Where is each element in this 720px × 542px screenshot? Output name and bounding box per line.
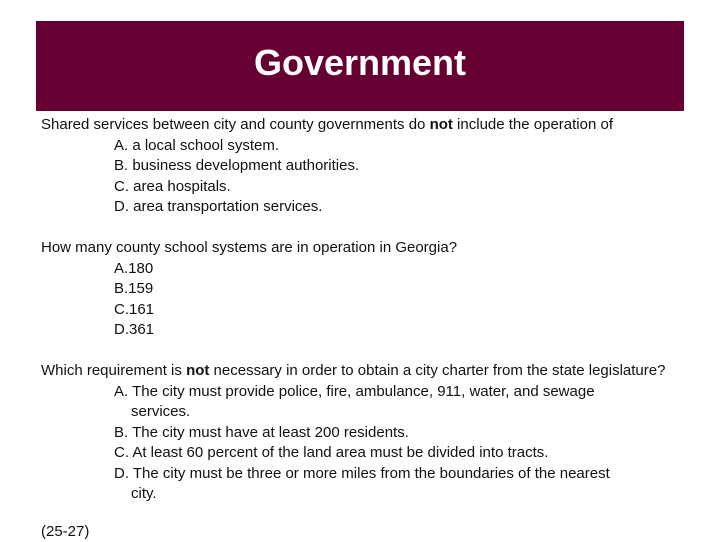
- slide-title: Government: [253, 42, 467, 83]
- question-3-option-c: C. At least 60 percent of the land area must be divided into tracts.: [114, 444, 549, 461]
- question-3-stem-text-b: necessary in order to obtain a city charter from the state legislature?: [209, 362, 666, 379]
- spacer: [41, 341, 681, 362]
- question-3-option-b: B. The city must have at least 200 residents.: [114, 423, 409, 441]
- question-1: [41, 115, 681, 218]
- question-3-stem-emphasis: not: [186, 362, 210, 379]
- question-2-option-c: C.161: [114, 300, 155, 318]
- question-3: [41, 361, 681, 505]
- question-1-stem: [41, 115, 681, 136]
- question-1-stem-text-b: include the operation of: [452, 116, 614, 133]
- question-2-stem: How many county school systems are in operation in Georgia?: [41, 239, 458, 256]
- question-3-option-d-cont: city.: [131, 485, 157, 502]
- question-2: [41, 238, 681, 341]
- spacer: [41, 218, 681, 239]
- question-3-option-a: A. The city must provide police, fire, ambulance, 911, water, and sewage: [114, 382, 595, 400]
- question-2-option-b: B.159: [114, 280, 154, 297]
- title-banner: [36, 21, 684, 111]
- question-1-option-c: C. area hospitals.: [114, 177, 231, 195]
- question-2-option-a: A.180: [114, 259, 154, 277]
- question-3-stem: [41, 361, 681, 382]
- question-range-label: (25-27): [41, 523, 90, 540]
- question-1-option-b: B. business development authorities.: [114, 157, 360, 174]
- question-1-stem-text-a: Shared services between city and county governments do: [41, 116, 430, 133]
- slide-content: [41, 115, 681, 505]
- question-2-option-d: D.361: [114, 321, 155, 338]
- question-3-stem-text-a: Which requirement is: [41, 362, 187, 379]
- question-1-option-d: D. area transportation services.: [114, 198, 323, 215]
- question-3-option-d: D. The city must be three or more miles from the boundaries of the nearest: [114, 464, 610, 482]
- question-1-option-a: A. a local school system.: [114, 136, 280, 154]
- question-1-stem-emphasis: not: [429, 116, 453, 133]
- question-3-option-a-cont: services.: [131, 403, 191, 420]
